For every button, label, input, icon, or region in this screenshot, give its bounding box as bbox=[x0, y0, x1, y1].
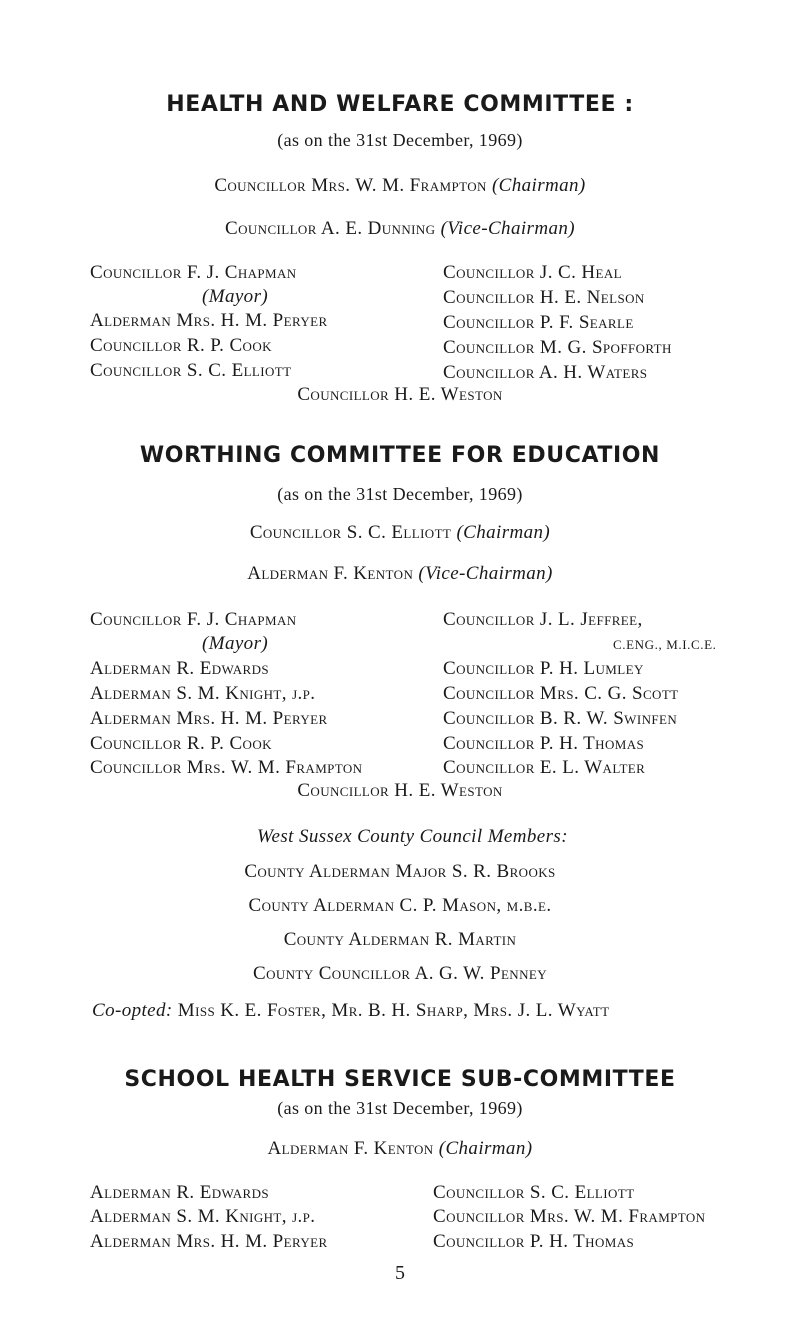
county-members-heading: West Sussex County Council Members: bbox=[257, 826, 568, 847]
education-member-right: Councillor P. H. Thomas bbox=[443, 733, 645, 754]
page-number: 5 bbox=[395, 1262, 405, 1284]
education-member-left: Councillor F. J. Chapman bbox=[90, 609, 297, 630]
health-member-right: Councillor A. H. Waters bbox=[443, 362, 648, 383]
education-vice-chairman bbox=[0, 563, 800, 585]
education-member-left: Alderman Mrs. H. M. Peryer bbox=[90, 708, 328, 729]
school-member-left: Alderman R. Edwards bbox=[90, 1182, 270, 1203]
school-member-left: Alderman Mrs. H. M. Peryer bbox=[90, 1231, 328, 1252]
school-date-note: (as on the 31st December, 1969) bbox=[277, 1098, 523, 1118]
county-member: County Councillor A. G. W. Penney bbox=[253, 963, 547, 984]
coopted-names: Miss K. E. Foster, Mr. B. H. Sharp, Mrs. J. L. Wyatt bbox=[177, 1000, 610, 1021]
health-vice-chairman bbox=[0, 218, 800, 240]
education-chairman-role: (Chairman) bbox=[456, 522, 551, 543]
education-member-left: Councillor Mrs. W. M. Frampton bbox=[90, 757, 363, 778]
school-subcommittee-title: SCHOOL HEALTH SERVICE SUB-COMMITTEE bbox=[124, 1067, 676, 1092]
health-chairman-role: (Chairman) bbox=[491, 175, 586, 196]
health-member-last: Councillor H. E. Weston bbox=[297, 384, 503, 405]
health-date-note: (as on the 31st December, 1969) bbox=[277, 130, 523, 150]
health-member-right: Councillor H. E. Nelson bbox=[443, 287, 645, 308]
education-member-right: Councillor E. L. Walter bbox=[443, 757, 646, 778]
education-vice-chairman-name: Alderman F. Kenton bbox=[247, 563, 414, 584]
school-chairman-role: (Chairman) bbox=[438, 1138, 533, 1159]
coopted-label: Co-opted: bbox=[92, 1000, 173, 1021]
school-chairman bbox=[0, 1138, 800, 1160]
education-member-last: Councillor H. E. Weston bbox=[297, 780, 503, 801]
school-member-right: Councillor P. H. Thomas bbox=[433, 1231, 635, 1252]
health-chairman-name: Councillor Mrs. W. M. Frampton bbox=[214, 175, 487, 196]
education-chairman-name: Councillor S. C. Elliott bbox=[249, 522, 452, 543]
health-member-left: Councillor S. C. Elliott bbox=[90, 360, 292, 381]
education-member-right: Councillor J. L. Jeffree, bbox=[443, 609, 643, 630]
education-member-right: Councillor P. H. Lumley bbox=[443, 658, 644, 679]
school-member-right: Councillor Mrs. W. M. Frampton bbox=[433, 1206, 706, 1227]
health-member-right: Councillor P. F. Searle bbox=[443, 312, 634, 333]
health-member-left: Councillor F. J. Chapman bbox=[90, 262, 297, 283]
education-member-left: Alderman R. Edwards bbox=[90, 658, 270, 679]
county-member: County Alderman C. P. Mason, m.b.e. bbox=[248, 895, 552, 916]
education-member-right: Councillor Mrs. C. G. Scott bbox=[443, 683, 679, 704]
education-vice-chairman-role: (Vice-Chairman) bbox=[418, 563, 553, 584]
health-member-right: Councillor J. C. Heal bbox=[443, 262, 622, 283]
education-member-left: Councillor R. P. Cook bbox=[90, 733, 272, 754]
education-member-right: Councillor B. R. W. Swinfen bbox=[443, 708, 678, 729]
coopted-members bbox=[92, 1000, 609, 1022]
health-member-left: Alderman Mrs. H. M. Peryer bbox=[90, 310, 328, 331]
county-member: County Alderman Major S. R. Brooks bbox=[244, 861, 556, 882]
education-member-left: Alderman S. M. Knight, j.p. bbox=[90, 683, 316, 704]
health-member-left-note: (Mayor) bbox=[202, 286, 269, 307]
health-vice-chairman-role: (Vice-Chairman) bbox=[440, 218, 575, 239]
health-member-left: Councillor R. P. Cook bbox=[90, 335, 272, 356]
education-date-note: (as on the 31st December, 1969) bbox=[277, 484, 523, 504]
county-member: County Alderman R. Martin bbox=[283, 929, 517, 950]
health-vice-chairman-name: Councillor A. E. Dunning bbox=[225, 218, 436, 239]
school-chairman-name: Alderman F. Kenton bbox=[267, 1138, 434, 1159]
health-chairman bbox=[0, 175, 800, 197]
school-member-left: Alderman S. M. Knight, j.p. bbox=[90, 1206, 316, 1227]
education-member-left-note: (Mayor) bbox=[202, 633, 269, 654]
health-committee-title: HEALTH AND WELFARE COMMITTEE : bbox=[166, 92, 634, 117]
education-member-right-qualification: C.ENG., M.I.C.E. bbox=[613, 637, 717, 652]
health-member-right: Councillor M. G. Spofforth bbox=[443, 337, 672, 358]
school-member-right: Councillor S. C. Elliott bbox=[433, 1182, 635, 1203]
education-committee-title: WORTHING COMMITTEE FOR EDUCATION bbox=[139, 443, 661, 468]
education-chairman bbox=[0, 522, 800, 544]
